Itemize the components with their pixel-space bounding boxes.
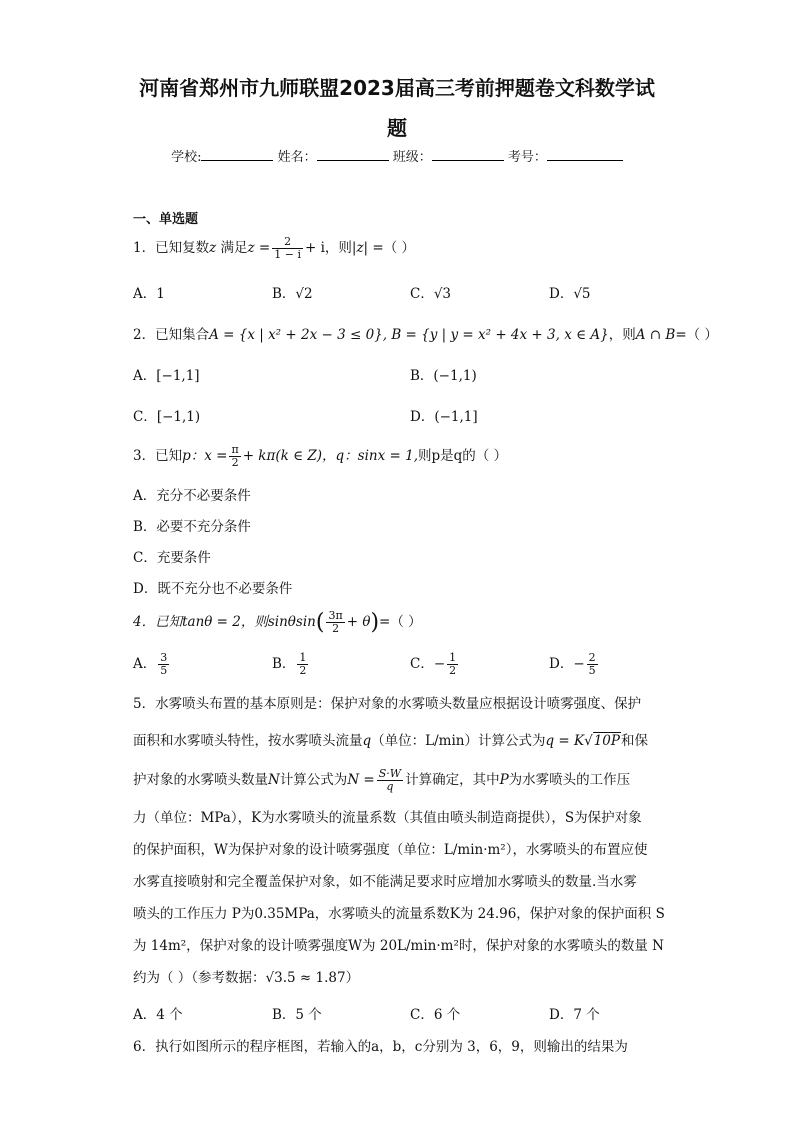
- question-1: 1．已知复数z 满足z = $\frac{2}{1 - i}$ + i，则|z| =（ ）: [133, 235, 415, 261]
- q5-line-9: 约为（ ）（参考数据：√3.5 ≈ 1.87）: [133, 970, 360, 986]
- q1-fraction: $\frac{2}{1 - i}$: [274, 235, 301, 261]
- q3-option-a: A．充分不必要条件: [133, 488, 251, 504]
- number-label: 考号：: [507, 150, 547, 165]
- q5-line-1: 5．水雾喷头布置的基本原则是：保护对象的水雾喷头数量应根据设计喷雾强度、保护: [133, 696, 642, 712]
- q4-fraction: $\frac{3\pi}{2}$: [328, 609, 343, 635]
- q4-option-a: A． $\frac{3}{5}$: [133, 651, 168, 677]
- question-6: 6．执行如图所示的程序框图，若输入的a，b，c分别为 3，6，9，则输出的结果为: [133, 1039, 628, 1055]
- q5-line-3: 护对象的水雾喷头数量N计算公式为N = $\frac{S\cdot W}{q}$ 计算确定，其中P为水雾喷头的工作压: [133, 767, 631, 793]
- number-blank[interactable]: [547, 148, 623, 161]
- q5-option-b: B．5 个: [272, 1007, 322, 1023]
- q3-option-b: B．必要不充分条件: [133, 519, 251, 535]
- class-label: 班级：: [392, 150, 432, 165]
- class-blank[interactable]: [432, 148, 504, 161]
- q2-option-d: D．(−1,1]: [410, 409, 478, 425]
- q1-option-b: B．√2: [272, 286, 313, 302]
- q5-option-c: C．6 个: [410, 1007, 461, 1023]
- q1-option-c: C．√3: [410, 286, 452, 302]
- q3-fraction: $\frac{\pi}{2}$: [231, 443, 239, 469]
- name-blank[interactable]: [317, 148, 389, 161]
- section-heading: 一、单选题: [133, 212, 199, 227]
- question-2: 2．已知集合A = {x | x² + 2x − 3 ≤ 0}, B = {y | y = x² + 4x + 3, x ∈ A}，则A ∩ B=（ ）: [133, 327, 718, 343]
- q5-line-6: 水雾直接喷射和完全覆盖保护对象，如不能满足要求时应增加水雾喷头的数量.当水雾: [133, 874, 637, 890]
- exam-title-line1: 河南省郑州市九师联盟2023届高三考前押题卷文科数学试: [139, 76, 655, 100]
- q4-option-b: B． $\frac{1}{2}$: [272, 651, 307, 677]
- q3-option-c: C．充要条件: [133, 550, 211, 566]
- question-4: 4．已知tanθ = 2，则sinθsin( $\frac{3\pi}{2}$ + θ)=（ ）: [133, 609, 422, 635]
- question-3: 3．已知p：x = $\frac{\pi}{2}$ + kπ(k ∈ Z)，q：sinx = 1,则p是q的（ ）: [133, 443, 508, 469]
- q1-option-d: D．√5: [549, 286, 591, 302]
- q5-line-2: 面积和水雾喷头特性，按水雾喷头流量q（单位：L/min）计算公式为q = K√10P和保: [133, 733, 648, 749]
- q5-option-a: A．4 个: [133, 1007, 183, 1023]
- exam-title-line2: 题: [387, 116, 407, 140]
- name-label: 姓名：: [277, 150, 317, 165]
- school-blank[interactable]: [201, 148, 273, 161]
- q5-line-7: 喷头的工作压力 P为0.35MPa，水雾喷头的流量系数K为 24.96，保护对象的保护面积 S: [133, 906, 665, 922]
- q2-option-b: B．(−1,1): [410, 368, 477, 384]
- q4-option-c: C．− $\frac{1}{2}$: [410, 651, 457, 677]
- q5-line-4: 力（单位：MPa），K为水雾喷头的流量系数（其值由喷头制造商提供），S为保护对象: [133, 810, 642, 826]
- q5-line-5: 的保护面积，W为保护对象的设计喷雾强度（单位：L/min·m²），水雾喷头的布置应使: [133, 842, 648, 858]
- q3-option-d: D．既不充分也不必要条件: [133, 581, 293, 597]
- q2-option-c: C．[−1,1): [133, 409, 201, 425]
- student-info-row: [0, 146, 794, 165]
- q1-option-a: A．1: [133, 286, 165, 302]
- school-label: 学校:: [171, 150, 202, 165]
- q2-option-a: A．[−1,1]: [133, 368, 200, 384]
- q4-option-d: D．− $\frac{2}{5}$: [549, 651, 596, 677]
- q5-option-d: D．7 个: [549, 1007, 600, 1023]
- q5-line-8: 为 14m²，保护对象的设计喷雾强度W为 20L/min·m²时，保护对象的水雾喷头的数量 N: [133, 938, 664, 954]
